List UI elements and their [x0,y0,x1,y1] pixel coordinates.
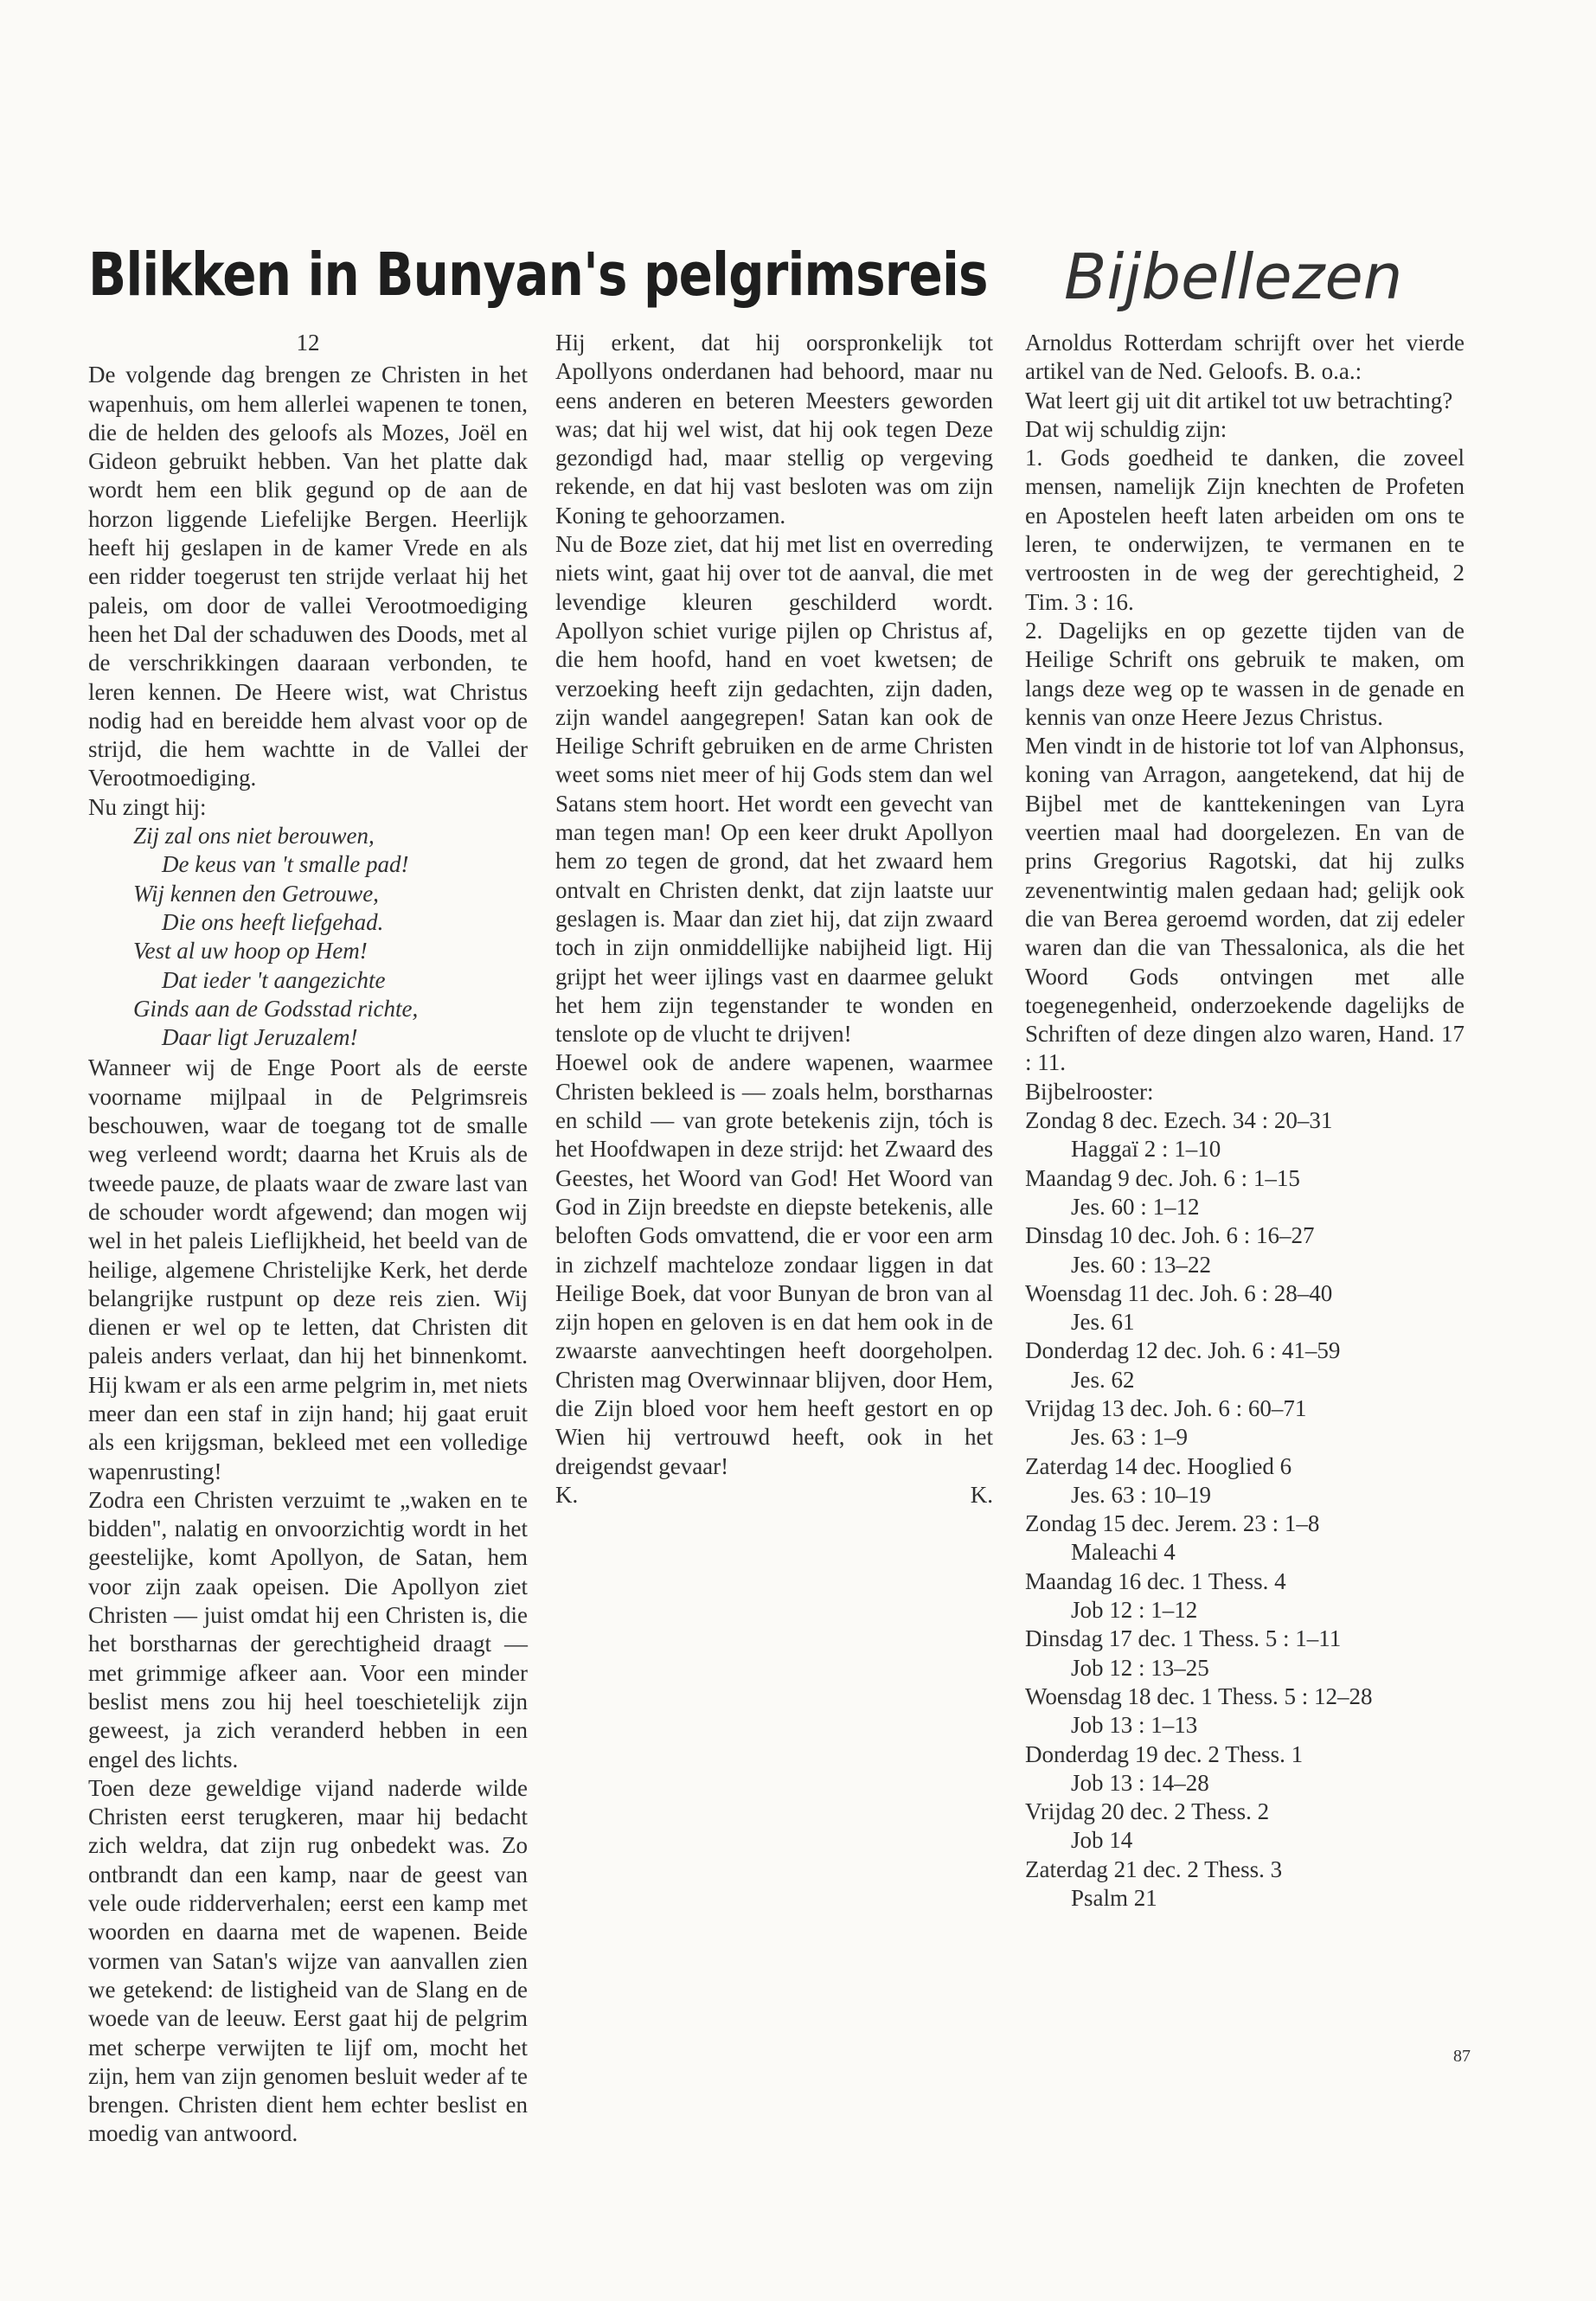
schedule-day: Dinsdag 17 dec. 1 Thess. 5 : 1–11 [1025,1625,1342,1652]
poem [88,822,528,1052]
poem-intro: Nu zingt hij: [88,793,207,820]
schedule-day: Woensdag 18 dec. 1 Thess. 5 : 12–28 [1025,1682,1373,1709]
bible-paragraph: Arnoldus Rotterdam schrijft over het vierde artikel van de Ned. Geloofs. B. o.a.: [1025,330,1465,385]
part-number: 12 [296,330,320,356]
schedule-ot-reading: Jes. 60 : 1–12 [1071,1193,1200,1220]
schedule-day: Woensdag 11 dec. Joh. 6 : 28–40 [1025,1279,1333,1306]
article-paragraph: Zodra een Christen verzuimt te „waken en te bidden", nalatig en onvoorzichtig wordt in het geestelijke, komt Apollyon, de Satan, hem voor zijn zaak opeisen. Die Apollyon ziet Christen — juist omdat hij een Christen is, die het borstharnas der gerechtigheid draagt — met grimmige afkeer aan. Voor een minder beslist mens zou hij heel toeschietelijk zijn geweest, ja zich veranderd hebben in een engel des lichts. [88,1486,528,1772]
page-number: 87 [1453,2047,1471,2066]
bible-reading-header: Bijbellezen [1064,240,1403,313]
schedule-ot-reading: Job 14 [1071,1827,1133,1854]
poem-line: Zij zal ons niet berouwen, [133,823,375,849]
poem-line: De keus van 't smalle pad! [162,851,409,878]
schedule-ot-reading: Jes. 61 [1071,1309,1135,1336]
schedule-day: Maandag 16 dec. 1 Thess. 4 [1025,1567,1286,1594]
poem-line: Die ons heeft liefgehad. [162,908,384,935]
article-column-2 [555,329,993,1509]
schedule-ot-reading: Job 12 : 13–25 [1071,1654,1209,1681]
schedule-ot-reading: Jes. 62 [1071,1366,1135,1393]
article-headline: Blikken in Bunyan's pelgrimsreis [88,240,988,310]
article-column-1 [88,329,528,2149]
schedule-day: Zondag 15 dec. Jerem. 23 : 1–8 [1025,1510,1320,1537]
schedule-day: Donderdag 19 dec. 2 Thess. 1 [1025,1740,1304,1767]
schedule-ot-reading: Job 13 : 1–13 [1071,1712,1198,1739]
bible-paragraph: 2. Dagelijks en op gezette tijden van de Heilige Schrift ons gebruik te maken, om langs deze weg op te wassen in de genade en kennis van onze Heere Jezus Christus. [1025,617,1465,730]
article-paragraph: Wanneer wij de Enge Poort als de eerste voorname mijlpaal in de Pelgrimsreis beschouwen, waar de toegang tot de smalle weg verleend wordt; daarna het Kruis als de tweede pauze, de plaats waar de zware last van de schouder wordt afgewend; dan mogen wij wel in het paleis Lieflijkheid, het beeld van de heilige, algemene Christelijke Kerk, het derde belangrijke rustpunt op deze reis zien. Wij dienen er wel op te letten, dat Christen dit paleis anders verlaat, dan hij het binnenkomt. Hij kwam er als een arme pelgrim in, met niets meer dan een staf in zijn hand; hij gaat eruit als een krijgsman, bekleed met een volledige wapenrusting! [88,1054,528,1484]
schedule-day: Vrijdag 13 dec. Joh. 6 : 60–71 [1025,1394,1307,1421]
schedule-label: Bijbelrooster: [1025,1078,1154,1105]
poem-line: Wij kennen den Getrouwe, [133,880,379,907]
signature-left: K. [555,1481,579,1508]
schedule-ot-reading: Jes. 63 : 1–9 [1071,1424,1188,1451]
poem-line: Ginds aan de Godsstad richte, [133,995,419,1022]
bible-paragraph: Wat leert gij uit dit artikel tot uw betrachting? [1025,387,1453,413]
schedule-ot-reading: Maleachi 4 [1071,1539,1176,1566]
article-paragraph: Nu de Boze ziet, dat hij met list en overreding niets wint, gaat hij over tot de aanval, die met levendige kleuren geschilderd wordt. Apollyon schiet vurige pijlen op Christus af, die hem hoofd, hand en voet kwetsen; de verzoeking heeft zijn gedachten, zijn daden, zijn wandel aangegrepen! Satan kan ook de Heilige Schrift gebruiken en de arme Christen weet soms niet meer of hij Gods stem dan wel Satans stem hoort. Het wordt een gevecht van man tegen man! Op een keer drukt Apollyon hem zo tegen de grond, dat het zwaard hem ontvalt en Christen denkt, dat zijn laatste uur geslagen is. Maar dan ziet hij, dat zijn zwaard toch in zijn onmiddellijke nabijheid ligt. Hij grijpt het weer ijlings vast en daarmee gelukt het hem zijn tegenstander te wonden en tenslote op de vlucht te drijven! [555,531,993,1048]
schedule-day: Vrijdag 20 dec. 2 Thess. 2 [1025,1798,1270,1825]
schedule-day: Zaterdag 14 dec. Hooglied 6 [1025,1452,1292,1479]
poem-line: Dat ieder 't aangezichte [162,966,386,993]
bible-reading-column [1025,329,1465,1913]
schedule-day: Zaterdag 21 dec. 2 Thess. 3 [1025,1856,1283,1882]
poem-line: Vest al uw hoop op Hem! [133,938,368,965]
poem-line: Daar ligt Jeruzalem! [162,1024,358,1051]
article-paragraph: Hij erkent, dat hij oorspronkelijk tot Apollyons onderdanen had behoord, maar nu eens anderen en beteren Meesters geworden was; dat hij wel wist, dat hij ook tegen Deze gezondigd had, maar stellig op vergeving rekende, en dat hij vast besloten was om zijn Koning te gehoorzamen. [555,330,993,529]
article-paragraph: Hoewel ook de andere wapenen, waarmee Christen bekleed is — zoals helm, borstharnas en schild — van grote betekenis zijn, tóch is het Hoofdwapen in deze strijd: het Zwaard des Geestes, het Woord van God! Het Woord van God in Zijn breedste en diepste betekenis, alle beloften Gods omvattend, die er voor een arm in zichzelf machteloze zondaar liggen in dat Heilige Boek, dat voor Bunyan de bron van al zijn hopen en geloven is en dat hem ook in de zwaarste aanvechtingen heeft doorgeholpen. Christen mag Overwinnaar blijven, door Hem, die Zijn bloed voor hem heeft gestort en op Wien hij vertrouwd heeft, ook in het dreigendst gevaar! [555,1049,993,1479]
bible-paragraph: Dat wij schuldig zijn: [1025,415,1227,442]
schedule-ot-reading: Psalm 21 [1071,1885,1157,1912]
schedule-ot-reading: Haggaï 2 : 1–10 [1071,1136,1221,1163]
bible-schedule [1025,1106,1465,1913]
bible-paragraph: 1. Gods goedheid te danken, die zoveel mensen, namelijk Zijn knechten de Profeten en Apostelen heeft laten arbeiden om ons te leren, te onderwijzen, te vermanen en te vertroosten in de weg der gerechtigheid, 2 Tim. 3 : 16. [1025,445,1465,615]
article-paragraph: Toen deze geweldige vijand naderde wilde Christen eerst terugkeren, maar hij bedacht zich weldra, dat zijn rug onbedekt was. Zo ontbrandt dan een kamp, naar de geest van vele oude ridderverhalen; eerst een kamp met woorden en daarna met de wapenen. Beide vormen van Satan's wijze van aanvallen zien we getekend: de listigheid van de Slang en de woede van de leeuw. Eerst gaat hij de pelgrim met scherpe verwijten te lijf om, mocht het zijn, hem van zijn genomen besluit weder af te brengen. Christen dient hem echter beslist en moedig van antwoord. [88,1774,528,2147]
schedule-ot-reading: Job 12 : 1–12 [1071,1597,1198,1624]
signature-right: K. [970,1481,993,1508]
schedule-ot-reading: Job 13 : 14–28 [1071,1769,1209,1796]
schedule-day: Donderdag 12 dec. Joh. 6 : 41–59 [1025,1337,1341,1364]
schedule-ot-reading: Jes. 63 : 10–19 [1071,1481,1211,1508]
schedule-ot-reading: Jes. 60 : 13–22 [1071,1251,1211,1278]
schedule-day: Maandag 9 dec. Joh. 6 : 1–15 [1025,1164,1300,1191]
bible-paragraph: Men vindt in de historie tot lof van Alphonsus, koning van Arragon, aangetekend, dat hij de Bijbel met de kanttekeningen van Lyra veertien maal had doorgelezen. En van de prins Gregorius Ragotski, dat hij zulks zevenentwintig malen gedaan had; gelijk ook die van Berea geroemd worden, dat zij edeler waren dan die van Thessalonica, als die het Woord Gods ontvingen met alle toegenegenheid, onderzoekende dagelijks de Schriften of deze dingen alzo waren, Hand. 17 : 11. [1025,733,1465,1076]
schedule-day: Zondag 8 dec. Ezech. 34 : 20–31 [1025,1107,1333,1134]
signature-row [555,1481,993,1509]
article-paragraph: De volgende dag brengen ze Christen in het wapenhuis, om hem allerlei wapenen te tonen, die de helden des geloofs als Mozes, Joël en Gideon gebruikt hebben. Van het platte dak wordt hem een blik gegund op de aan de horzon liggende Liefelijke Bergen. Heerlijk heeft hij geslapen in de kamer Vrede en als een ridder toegerust ten strijde verlaat hij het paleis, om door de vallei Verootmoediging heen het Dal der schaduwen des Doods, met al de verschrikkingen daaraan verbonden, te leren kennen. De Heere wist, wat Christus nodig had en bereidde hem alvast voor op de strijd, die hem wachtte in de Vallei der Verootmoediging. [88,362,528,792]
schedule-day: Dinsdag 10 dec. Joh. 6 : 16–27 [1025,1222,1315,1249]
